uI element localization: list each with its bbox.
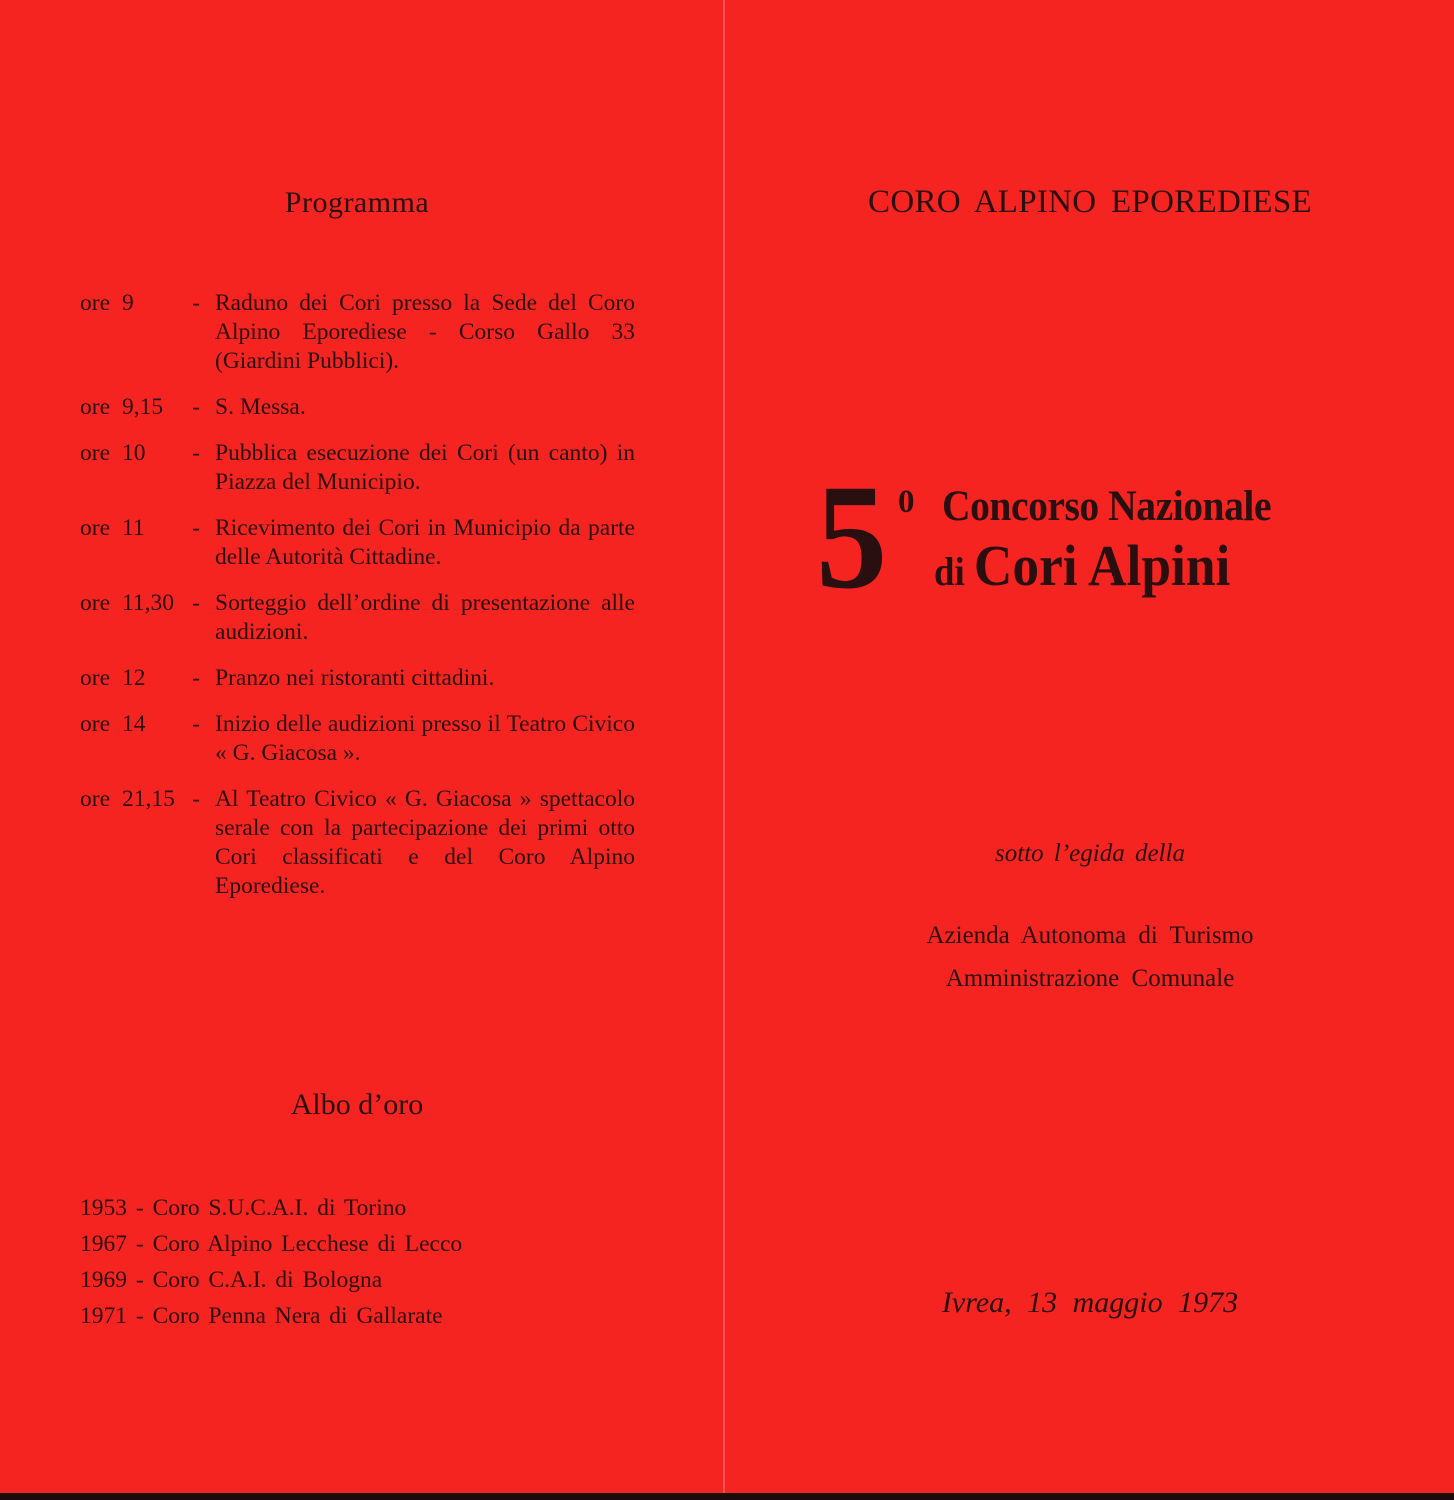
program-item xyxy=(80,710,635,768)
program-item xyxy=(80,785,635,901)
dash: - xyxy=(192,665,200,691)
description: Al Teatro Civico « G. Giacosa » spettacolo serale con la partecipazione dei primi otto Cori classificati e del Coro Alpino Eporediese. xyxy=(215,786,635,899)
ore-label: ore xyxy=(80,290,111,316)
dash: - xyxy=(192,515,200,541)
title-prefix: di xyxy=(934,549,965,594)
albo-list xyxy=(80,1190,540,1334)
time: 12 xyxy=(122,665,146,691)
ore-label: ore xyxy=(80,590,111,616)
ore-label: ore xyxy=(80,515,111,541)
description: Raduno dei Cori presso la Sede del Coro Alpino Eporediese - Corso Gallo 33 (Giardini Pubblici). xyxy=(215,290,635,374)
dash: - xyxy=(192,440,200,466)
description: Ricevimento dei Cori in Municipio da parte delle Autorità Cittadine. xyxy=(215,515,635,570)
program-heading: Programma xyxy=(284,186,430,219)
program-item xyxy=(80,514,635,572)
albo-item: 1967 - Coro Alpino Lecchese di Lecco xyxy=(80,1231,463,1257)
dash: - xyxy=(192,394,200,420)
albo-item: 1953 - Coro S.U.C.A.I. di Torino xyxy=(80,1195,407,1221)
place-date: Ivrea, 13 maggio 1973 xyxy=(941,1286,1239,1319)
time: 9,15 xyxy=(122,394,164,420)
right-panel xyxy=(726,0,1454,1493)
ordinal-indicator: 0 xyxy=(898,484,915,520)
dash: - xyxy=(192,590,200,616)
time: 11 xyxy=(122,515,145,541)
ore-label: ore xyxy=(80,665,111,691)
description: Sorteggio dell’ordine di presentazione alle audizioni. xyxy=(215,590,635,645)
patron-1: Azienda Autonoma di Turismo xyxy=(926,922,1254,949)
patron-2: Amministrazione Comunale xyxy=(945,965,1235,992)
event-title xyxy=(816,454,1454,620)
title-main: Cori Alpini xyxy=(973,533,1231,598)
title-line-2 xyxy=(934,532,1230,599)
patronage-intro: sotto l’egida della xyxy=(995,840,1185,867)
program-item xyxy=(80,439,635,497)
dash: - xyxy=(192,786,200,812)
left-panel xyxy=(0,0,722,1493)
description: Pubblica esecuzione dei Cori (un canto) in Piazza del Municipio. xyxy=(215,440,635,495)
organizer-name: CORO ALPINO EPOREDIESE xyxy=(868,184,1312,220)
program-item xyxy=(80,289,635,376)
program-item xyxy=(80,589,635,647)
ore-label: ore xyxy=(80,711,111,737)
scan-edge xyxy=(0,1493,1454,1500)
dash: - xyxy=(192,290,200,316)
fold-line xyxy=(723,0,725,1493)
time: 11,30 xyxy=(122,590,175,616)
albo-item: 1969 - Coro C.A.I. di Bologna xyxy=(80,1267,383,1293)
program-item xyxy=(80,664,635,693)
ore-label: ore xyxy=(80,394,111,420)
albo-item: 1971 - Coro Penna Nera di Gallarate xyxy=(80,1303,443,1329)
time: 9 xyxy=(122,290,134,316)
ore-label: ore xyxy=(80,786,111,812)
program-item xyxy=(80,393,635,422)
time: 10 xyxy=(122,440,146,466)
edition-number: 5 xyxy=(816,454,888,620)
description: S. Messa. xyxy=(215,394,306,420)
ore-label: ore xyxy=(80,440,111,466)
albo-heading: Albo d’oro xyxy=(290,1088,424,1121)
dash: - xyxy=(192,711,200,737)
description: Pranzo nei ristoranti cittadini. xyxy=(215,665,495,691)
time: 21,15 xyxy=(122,786,175,812)
title-line-1: Concorso Nazionale xyxy=(942,483,1272,530)
time: 14 xyxy=(122,711,146,737)
description: Inizio delle audizioni presso il Teatro Civico « G. Giacosa ». xyxy=(215,711,635,766)
program-list xyxy=(80,289,635,918)
